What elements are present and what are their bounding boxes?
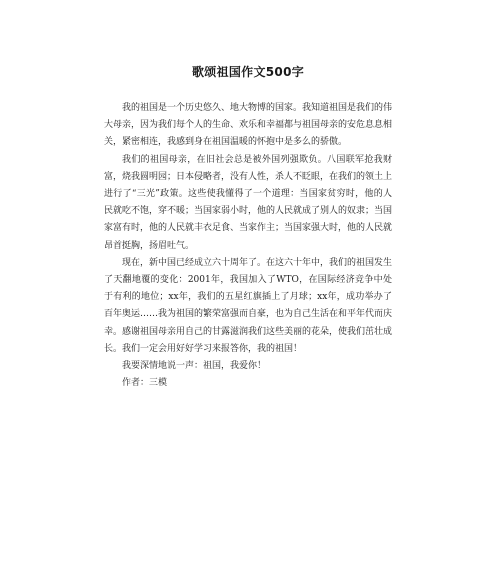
paragraph-history: 我们的祖国母亲，在旧社会总是被外国列强欺负。八国联军抢我财富，烧我圆明园；日本侵略者，没有人性，杀人不眨眼，在我们的领土上进行了“三光”政策。这些使我懂得了一个道理：当国家贫穷时，他的人民就吃不饱，穿不暖；当国家弱小时，他的人民就成了别人的奴隶；当国家富有时，他的人民就丰衣足食、当家作主；当国家强大时，他的人民就昂首挺胸，扬眉吐气。 — [104, 154, 393, 251]
document-body — [104, 100, 392, 392]
document-title: 歌颂祖国作文500字 — [191, 65, 305, 79]
author-line: 作者：三模 — [122, 378, 168, 389]
paragraph-intro: 我的祖国是一个历史悠久、地大物博的国家。我知道祖国是我们的伟大母亲，因为我们每个人的生命、欢乐和幸福都与祖国母亲的安危息息相关，紧密相连，我感到身在祖国温暖的怀抱中是多么的骄傲。 — [104, 103, 393, 148]
paragraph-present: 现在，新中国已经成立六十周年了。在这六十年中，我们的祖国发生了天翻地覆的变化：2001年，我国加入了WTO，在国际经济竞争中处于有利的地位；xx年，我们的五星红旗插上了月球；xx年，成功举办了百年奥运……我为祖国的繁荣富强而自豪，也为自己生活在和平年代而庆幸。感谢祖国母亲用自己的甘露滋润我们这些美丽的花朵，使我们茁壮成长。我们一定会用好好学习来报答你，我的祖国！ — [104, 257, 393, 354]
paragraph-declaration: 我要深情地说一声：祖国，我爱你！ — [122, 361, 267, 372]
